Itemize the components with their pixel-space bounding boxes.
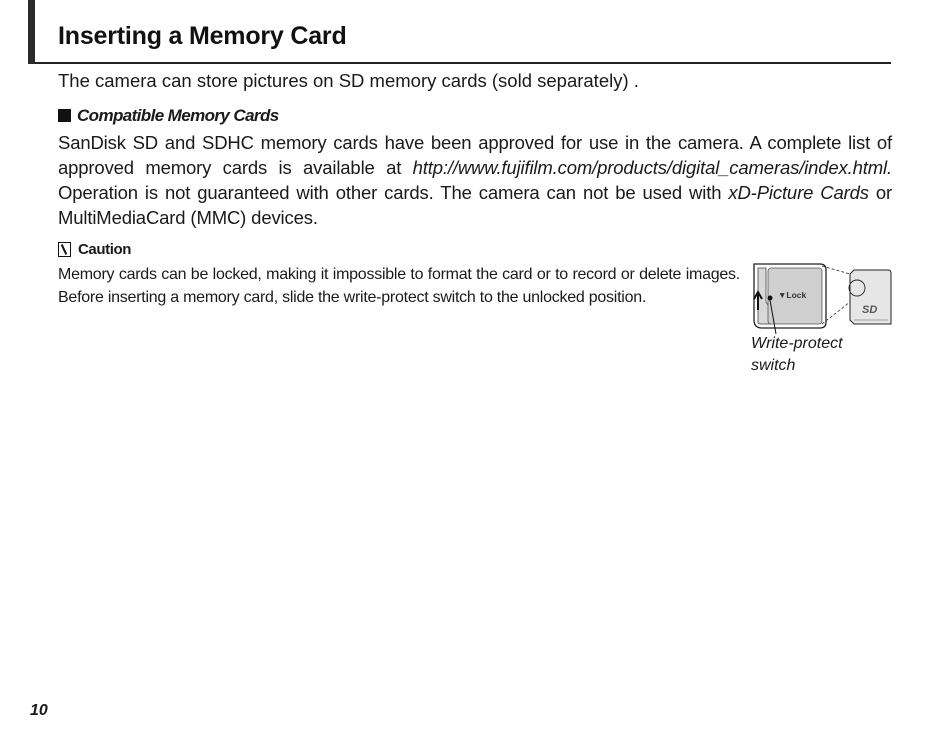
- page-title: Inserting a Memory Card: [58, 22, 347, 50]
- sd-card-illustration: [746, 258, 896, 336]
- compatible-cards-paragraph: [58, 130, 892, 230]
- fujifilm-url: http://www.fujifilm.com/products/digital_cameras/index.html.: [412, 157, 892, 178]
- caution-heading: [58, 241, 131, 258]
- caution-text: Memory cards can be locked, making it impossible to format the card or to record or delete images. Before inserting a memory card, slide the write-protect switch to the unlocked position.: [58, 266, 740, 306]
- para-text-3: or MultiMediaCard (MMC) devices.: [58, 182, 893, 228]
- page-side-bar: [28, 0, 35, 64]
- para-text-1: SanDisk SD and SDHC memory cards have been approved for use in the camera. A complete list of approved memory cards is available at: [58, 132, 892, 178]
- write-protect-caption: Write-protect switch: [751, 335, 843, 374]
- intro-paragraph: The camera can store pictures on SD memory cards (sold separately) .: [58, 70, 639, 91]
- title-rule: [35, 62, 891, 64]
- caution-heading-text: Caution: [78, 241, 132, 258]
- lock-label: ▼Lock: [778, 290, 807, 300]
- caution-pencil-icon: [58, 242, 71, 257]
- xd-picture-cards: xD-Picture Cards: [728, 182, 869, 203]
- page-number: 10: [30, 702, 48, 719]
- sd-logo-icon: SD: [862, 304, 878, 316]
- para-text-2: Operation is not guaranteed with other cards. The camera can not be used with: [58, 182, 729, 203]
- square-bullet-icon: [58, 109, 71, 122]
- section-heading-text: Compatible Memory Cards: [77, 106, 279, 125]
- section-heading: [58, 106, 279, 126]
